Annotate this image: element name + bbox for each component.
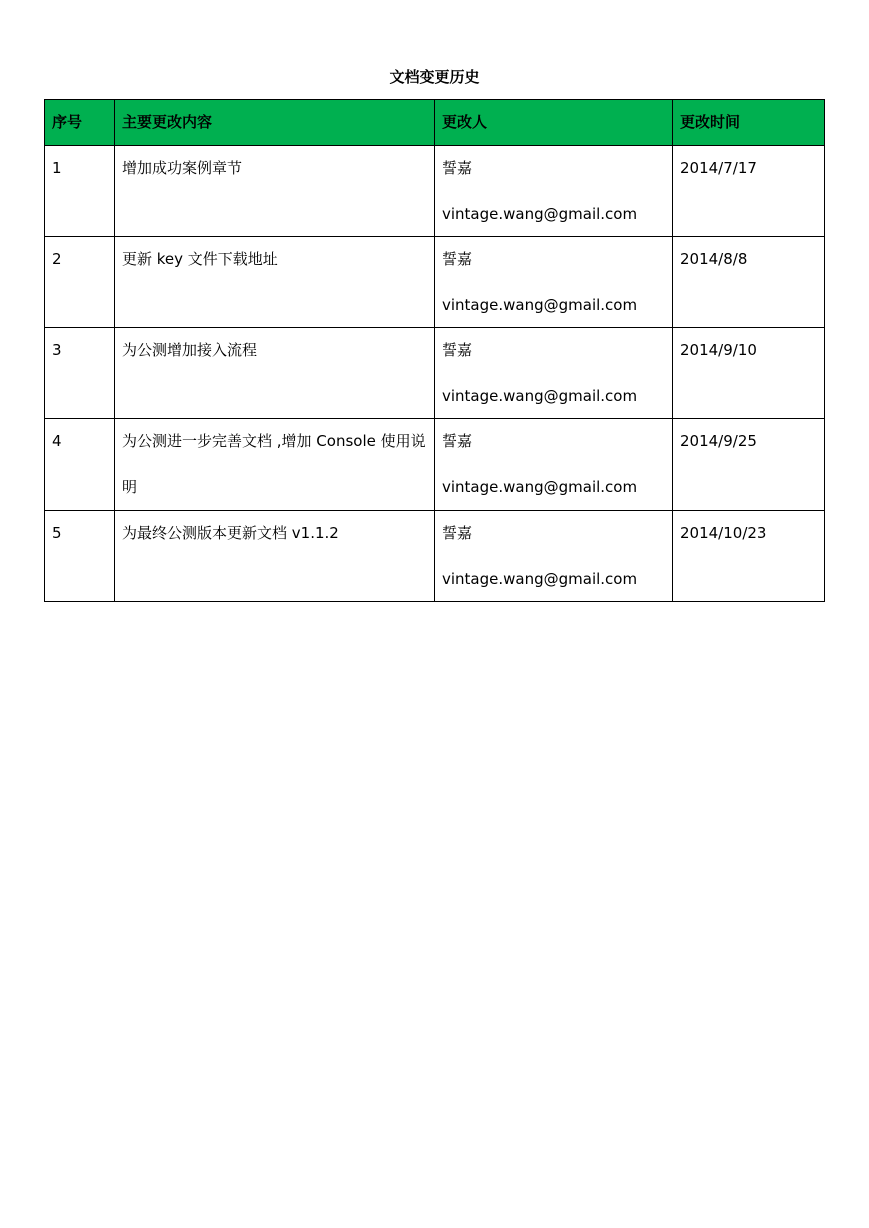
author-name: 誓嘉 [442,524,473,542]
row-date: 2014/10/23 [673,511,825,602]
table-row [45,237,825,328]
row-number: 5 [45,511,115,602]
page-title: 文档变更历史 [389,68,480,86]
table-header-row [45,100,825,146]
row-content: 为公测增加接入流程 [115,328,435,419]
author-name: 誓嘉 [442,250,473,268]
row-content: 更新 key 文件下载地址 [115,237,435,328]
author-name: 誓嘉 [442,432,473,450]
table-row [45,419,825,511]
author-email: vintage.wang@gmail.com [442,478,638,496]
row-content: 为公测进一步完善文档 ,增加 Console 使用说明 [115,419,435,511]
row-date: 2014/9/25 [673,419,825,511]
author-name: 誓嘉 [442,341,473,359]
table-row [45,146,825,237]
row-author [435,328,673,419]
row-author [435,146,673,237]
row-number: 4 [45,419,115,511]
row-date: 2014/7/17 [673,146,825,237]
header-content: 主要更改内容 [115,100,435,146]
change-history-table [44,99,825,602]
row-author [435,237,673,328]
header-date: 更改时间 [673,100,825,146]
author-email: vintage.wang@gmail.com [442,570,638,588]
row-number: 3 [45,328,115,419]
row-content: 增加成功案例章节 [115,146,435,237]
author-email: vintage.wang@gmail.com [442,205,638,223]
table-row [45,328,825,419]
author-name: 誓嘉 [442,159,473,177]
row-author [435,511,673,602]
header-author: 更改人 [435,100,673,146]
row-author [435,419,673,511]
author-email: vintage.wang@gmail.com [442,387,638,405]
row-date: 2014/8/8 [673,237,825,328]
table-row [45,511,825,602]
header-number: 序号 [45,100,115,146]
row-number: 1 [45,146,115,237]
row-date: 2014/9/10 [673,328,825,419]
author-email: vintage.wang@gmail.com [442,296,638,314]
row-number: 2 [45,237,115,328]
row-content: 为最终公测版本更新文档 v1.1.2 [115,511,435,602]
